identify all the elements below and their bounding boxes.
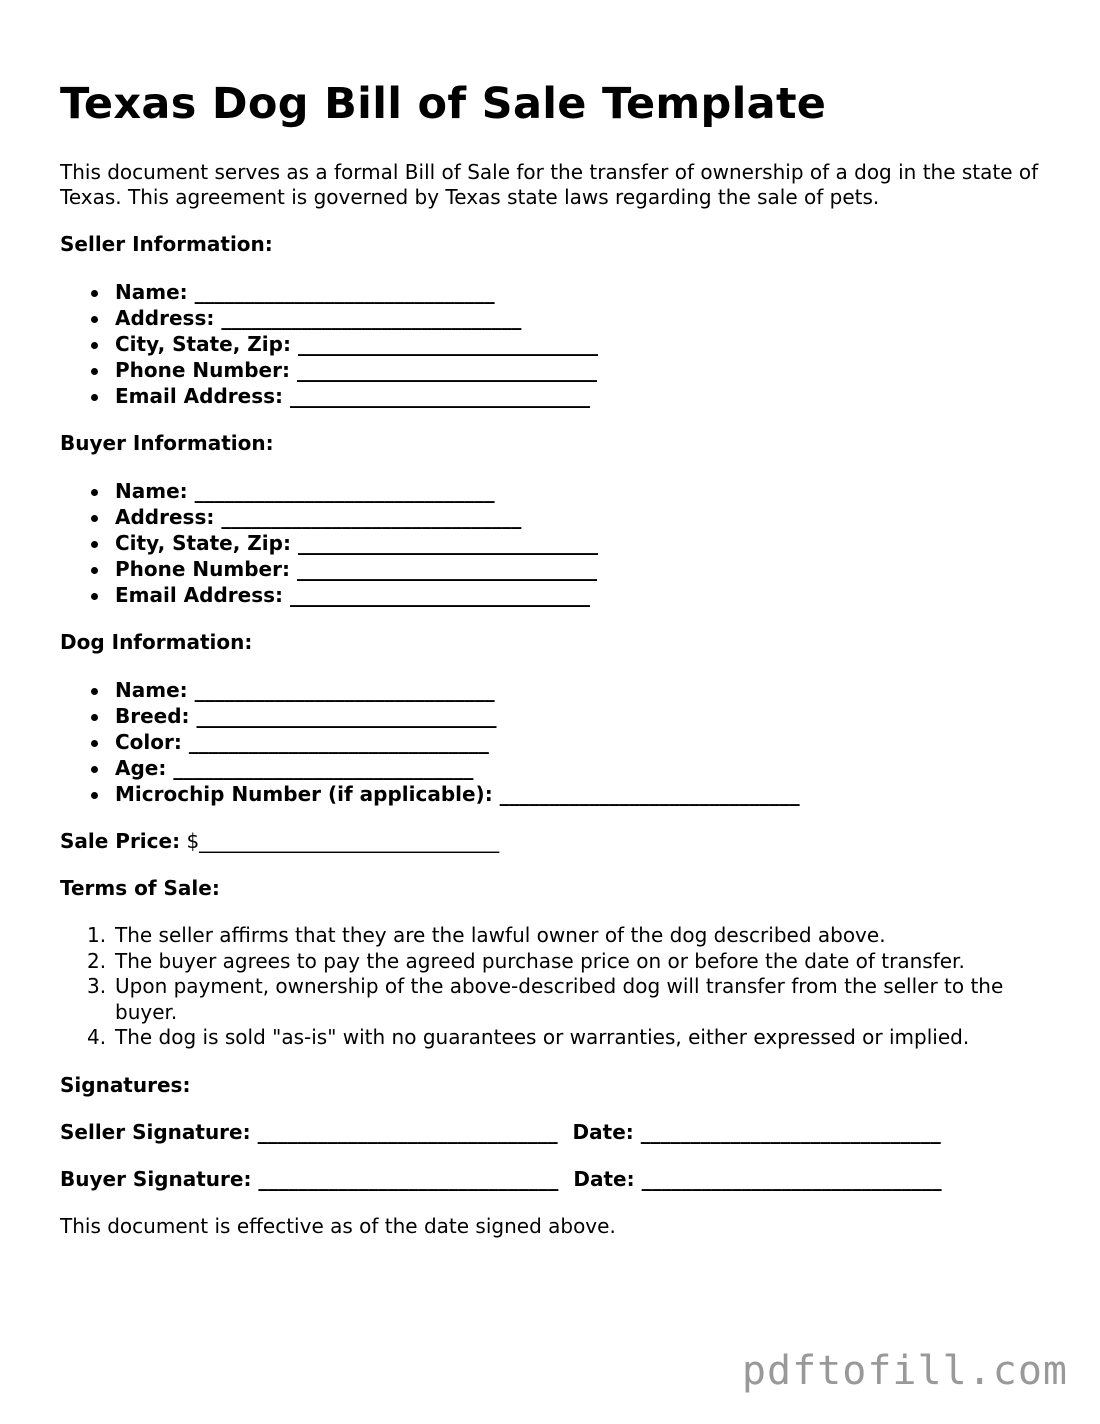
intro-paragraph: This document serves as a formal Bill of Sale for the transfer of ownership of a dog in the state of Texas. This agreement is governed by Texas state laws regarding the sale of pets. xyxy=(60,160,1039,209)
buyer-signature-blank[interactable]: ______________________________ xyxy=(258,1166,559,1191)
buyer-phone-field[interactable] xyxy=(60,556,1050,582)
field-blank[interactable]: ______________________________ xyxy=(173,756,474,780)
term-number: 4. xyxy=(87,1025,107,1049)
field-label: Address: xyxy=(115,306,215,330)
field-blank[interactable]: ______________________________ xyxy=(290,384,590,408)
field-blank[interactable]: ______________________________ xyxy=(296,358,597,382)
field-label: Name: xyxy=(115,479,188,503)
term-text: Upon payment, ownership of the above-described dog will transfer from the seller to the buyer. xyxy=(115,974,1004,1024)
dog-microchip-field[interactable] xyxy=(60,781,1050,807)
dog-breed-field[interactable] xyxy=(60,703,1050,729)
term-number: 2. xyxy=(87,948,107,973)
field-blank[interactable]: ______________________________ xyxy=(221,505,522,529)
seller-name-field[interactable] xyxy=(60,279,1050,305)
closing-statement: This document is effective as of the date signed above. xyxy=(60,1213,616,1238)
seller-city-state-zip-field[interactable] xyxy=(60,331,1050,357)
field-label: Phone Number: xyxy=(115,557,290,581)
watermark: pdftofill.com xyxy=(741,1348,1068,1394)
field-label: City, State, Zip: xyxy=(115,332,291,356)
field-label: Breed: xyxy=(115,704,190,728)
field-blank[interactable]: ______________________________ xyxy=(196,704,497,728)
term-text: The buyer agrees to pay the agreed purchase price on or before the date of transfer. xyxy=(115,948,965,973)
buyer-name-field[interactable] xyxy=(60,478,1050,504)
buyer-date-blank[interactable]: ______________________________ xyxy=(641,1166,942,1191)
field-blank[interactable]: ______________________________ xyxy=(188,730,489,754)
seller-signature-blank[interactable]: ______________________________ xyxy=(257,1119,558,1144)
sale-price-field[interactable] xyxy=(60,829,1050,854)
dog-fields xyxy=(60,677,1050,807)
document-title: Texas Dog Bill of Sale Template xyxy=(60,79,827,129)
seller-fields xyxy=(60,279,1050,409)
buyer-heading: Buyer Information: xyxy=(60,431,274,455)
buyer-signature-row xyxy=(60,1167,1050,1192)
document-page xyxy=(60,78,1050,1239)
seller-date-blank[interactable]: ______________________________ xyxy=(640,1119,941,1144)
field-label: Address: xyxy=(115,505,215,529)
sale-price-label: Sale Price: xyxy=(60,829,181,853)
dog-name-field[interactable] xyxy=(60,677,1050,703)
seller-email-field[interactable] xyxy=(60,383,1050,409)
term-item xyxy=(60,949,1050,975)
sale-price-blank[interactable]: $______________________________ xyxy=(186,829,500,853)
term-item xyxy=(60,1025,1050,1051)
term-number: 3. xyxy=(87,974,107,998)
field-blank[interactable]: ______________________________ xyxy=(297,531,598,555)
term-item xyxy=(60,923,1050,949)
buyer-date-label: Date: xyxy=(573,1166,635,1191)
seller-signature-row xyxy=(60,1120,1050,1145)
seller-phone-field[interactable] xyxy=(60,357,1050,383)
field-label: Age: xyxy=(115,756,167,780)
term-text: The seller affirms that they are the lawful owner of the dog described above. xyxy=(115,923,886,947)
field-label: Name: xyxy=(115,678,188,702)
terms-heading: Terms of Sale: xyxy=(60,876,220,900)
seller-heading: Seller Information: xyxy=(60,232,273,256)
seller-date-label: Date: xyxy=(572,1119,634,1144)
buyer-email-field[interactable] xyxy=(60,582,1050,608)
seller-signature-label: Seller Signature: xyxy=(60,1119,251,1144)
field-label: Name: xyxy=(115,280,188,304)
signatures-heading: Signatures: xyxy=(60,1072,191,1097)
field-blank[interactable]: ______________________________ xyxy=(194,479,495,503)
field-blank[interactable]: ______________________________ xyxy=(194,280,495,304)
buyer-signature-label: Buyer Signature: xyxy=(60,1166,252,1191)
field-label: Email Address: xyxy=(115,384,284,408)
field-blank[interactable]: ______________________________ xyxy=(194,678,495,702)
field-label: Phone Number: xyxy=(115,358,290,382)
field-label: City, State, Zip: xyxy=(115,531,291,555)
dog-color-field[interactable] xyxy=(60,729,1050,755)
term-item xyxy=(60,974,1050,1025)
field-blank[interactable]: ______________________________ xyxy=(297,332,598,356)
term-text: The dog is sold "as-is" with no guarantees or warranties, either expressed or implied. xyxy=(115,1025,970,1049)
seller-address-field[interactable] xyxy=(60,305,1050,331)
buyer-fields xyxy=(60,478,1050,608)
terms-list xyxy=(60,923,1050,1051)
dog-age-field[interactable] xyxy=(60,755,1050,781)
buyer-address-field[interactable] xyxy=(60,504,1050,530)
field-label: Email Address: xyxy=(115,583,284,607)
field-blank[interactable]: ______________________________ xyxy=(221,306,522,330)
dog-heading: Dog Information: xyxy=(60,630,253,654)
buyer-city-state-zip-field[interactable] xyxy=(60,530,1050,556)
term-number: 1. xyxy=(87,923,107,947)
field-blank[interactable]: ______________________________ xyxy=(499,782,800,806)
field-label: Color: xyxy=(115,730,182,754)
field-blank[interactable]: ______________________________ xyxy=(290,583,590,607)
field-label: Microchip Number (if applicable): xyxy=(115,782,493,806)
field-blank[interactable]: ______________________________ xyxy=(296,557,597,581)
